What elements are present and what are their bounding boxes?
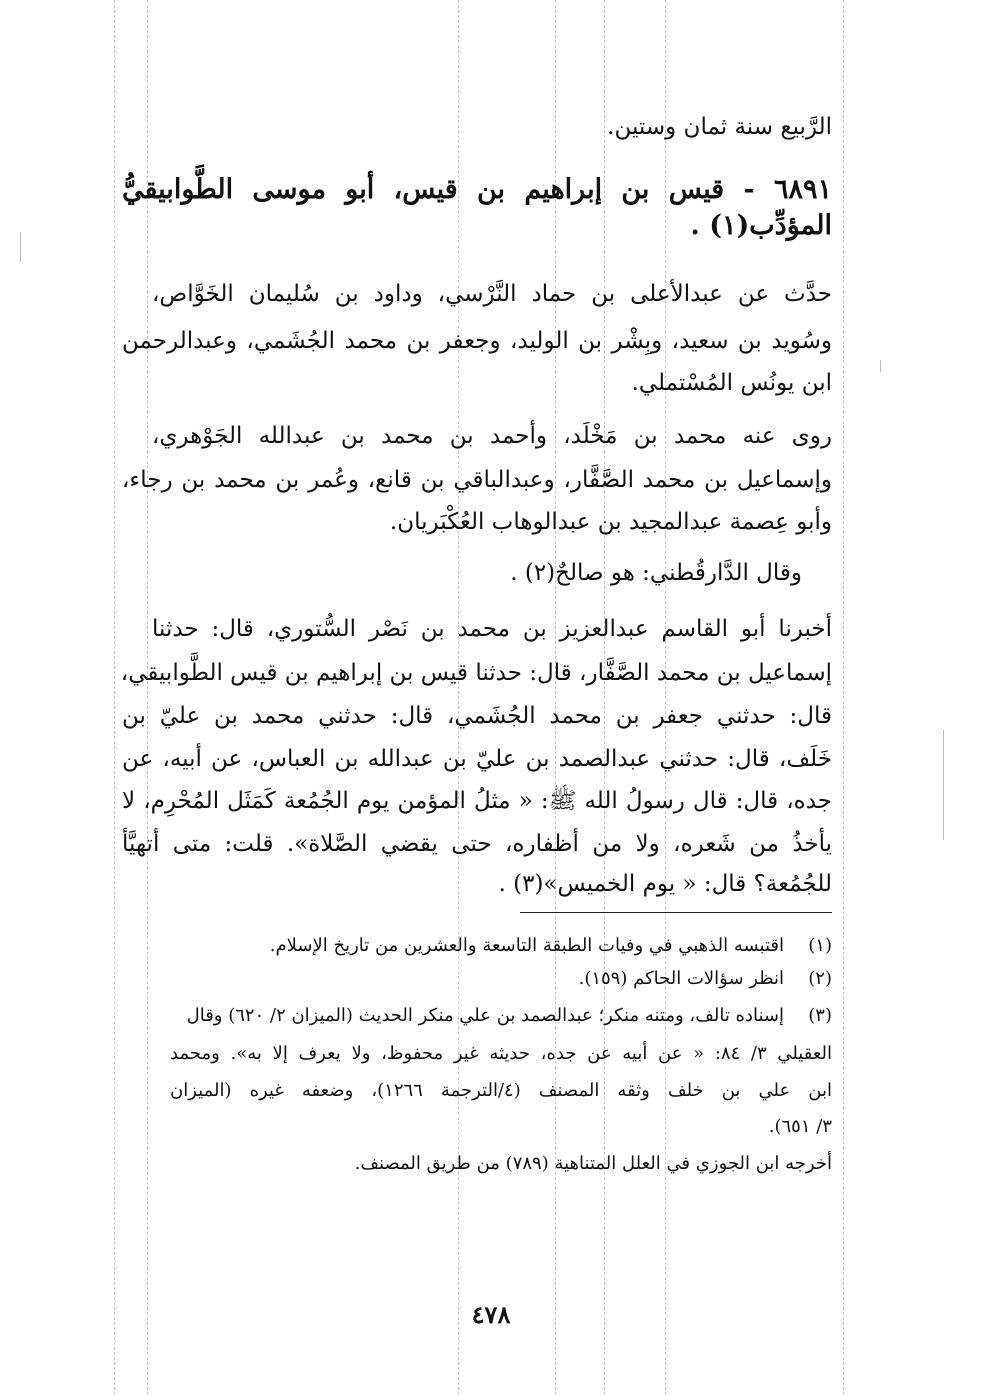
footnote-continuation-line: ٣/ ٦٥١). [768,1116,832,1137]
scan-artifact-line [114,0,115,1395]
footnote-number: (٣) [808,1005,832,1026]
footnote-text: انظر سؤالات الحاكم (١٥٩). [578,968,784,989]
entry-heading-line1: ٦٨٩١ - قيس بن إبراهيم بن قيس، أبو موسى الطَّوابيقيُّ [122,174,832,205]
paragraph-line: ابن يونُس المُسْتملي. [631,370,832,396]
paragraph-line: خَلَف، قال: حدثني عبدالصمد بن عليّ بن عبدالله بن العباس، عن أبيه، عن [122,746,832,772]
entry-heading-line2: المؤدِّب(١) . [690,210,832,241]
paragraph-line: وأبو عِصمة عبدالمجيد بن عبدالوهاب العُكْبَريان. [389,509,832,535]
scan-artifact-line [880,360,881,372]
scan-artifact-line [943,730,944,840]
page-number: ٤٧٨ [471,1300,511,1329]
scan-artifact-line [843,0,844,1395]
footnote-text: اقتبسه الذهبي في وفيات الطبقة التاسعة والعشرين من تاريخ الإسلام. [269,935,784,956]
paragraph-line: قال: حدثني جعفر بن محمد الجُشَمي، قال: حدثني محمد بن عليّ بن [122,703,832,729]
paragraph-line: وقال الدَّارقُطني: هو صالحٌ(٢) . [510,560,802,586]
paragraph-line: للجُمُعة؟ قال: « يوم الخميس»(٣) . [498,871,832,897]
footnote [122,1002,832,1030]
footnote-separator [520,912,832,913]
paragraph-line: وإسماعيل بن محمد الصَّفَّار، وعبدالباقي بن قانع، وعُمر بن محمد بن رجاء، [122,467,832,493]
footnote-continuation-line: ابن علي بن خلف وثقه المصنف (٤/الترجمة ١٢٦٦)، وضعفه غيره (الميزان [170,1080,832,1101]
paragraph-line: وسُويد بن سعيد، وبِشْر بن الوليد، وجعفر بن محمد الجُشَمي، وعبدالرحمن [122,328,832,354]
footnote [122,932,832,960]
paragraph-line: يأخذُ من شَعره، ولا من أظفاره، حتى يقضي الصَّلاة». قلت: متى أتهيَّأ [122,831,832,857]
footnote-continuation-line: العقيلي ٣/ ٨٤: « عن أبيه عن جده، حديثه غير محفوظ، ولا يعرف إلا به». ومحمد [170,1043,833,1064]
footnote-number: (٢) [808,968,832,989]
footnote-text: إسناده تالف، ومتنه منكر؛ عبدالصمد بن علي منكر الحديث (الميزان ٢/ ٦٢٠) وقال [186,1005,784,1026]
footnote-number: (١) [808,935,832,956]
paragraph-line: جده، قال: قال رسولُ الله ﷺ: « مثلُ المؤمن يوم الجُمُعة كَمَثَل المُحْرِم، لا [122,788,832,814]
paragraph-line: روى عنه محمد بن مَخْلَد، وأحمد بن محمد بن عبدالله الجَوْهري، [152,423,832,449]
footnote-extra-line: أخرجه ابن الجوزي في العلل المتناهية (٧٨٩) من طريق المصنف. [354,1153,832,1174]
paragraph-line: أخبرنا أبو القاسم عبدالعزيز بن محمد بن نَصْر السُّتوري، قال: حدثنا [152,616,832,642]
header-line: الرَّبيع سنة ثمان وستين. [607,114,832,140]
footnote [122,965,832,993]
paragraph-line: حدَّث عن عبدالأعلى بن حماد النَّرْسي، وداود بن سُليمان الخَوَّاص، [152,281,832,307]
scan-artifact-line [20,232,21,262]
paragraph-line: إسماعيل بن محمد الصَّفَّار، قال: حدثنا قيس بن إبراهيم بن قيس الطَّوابيقي، [120,660,832,686]
